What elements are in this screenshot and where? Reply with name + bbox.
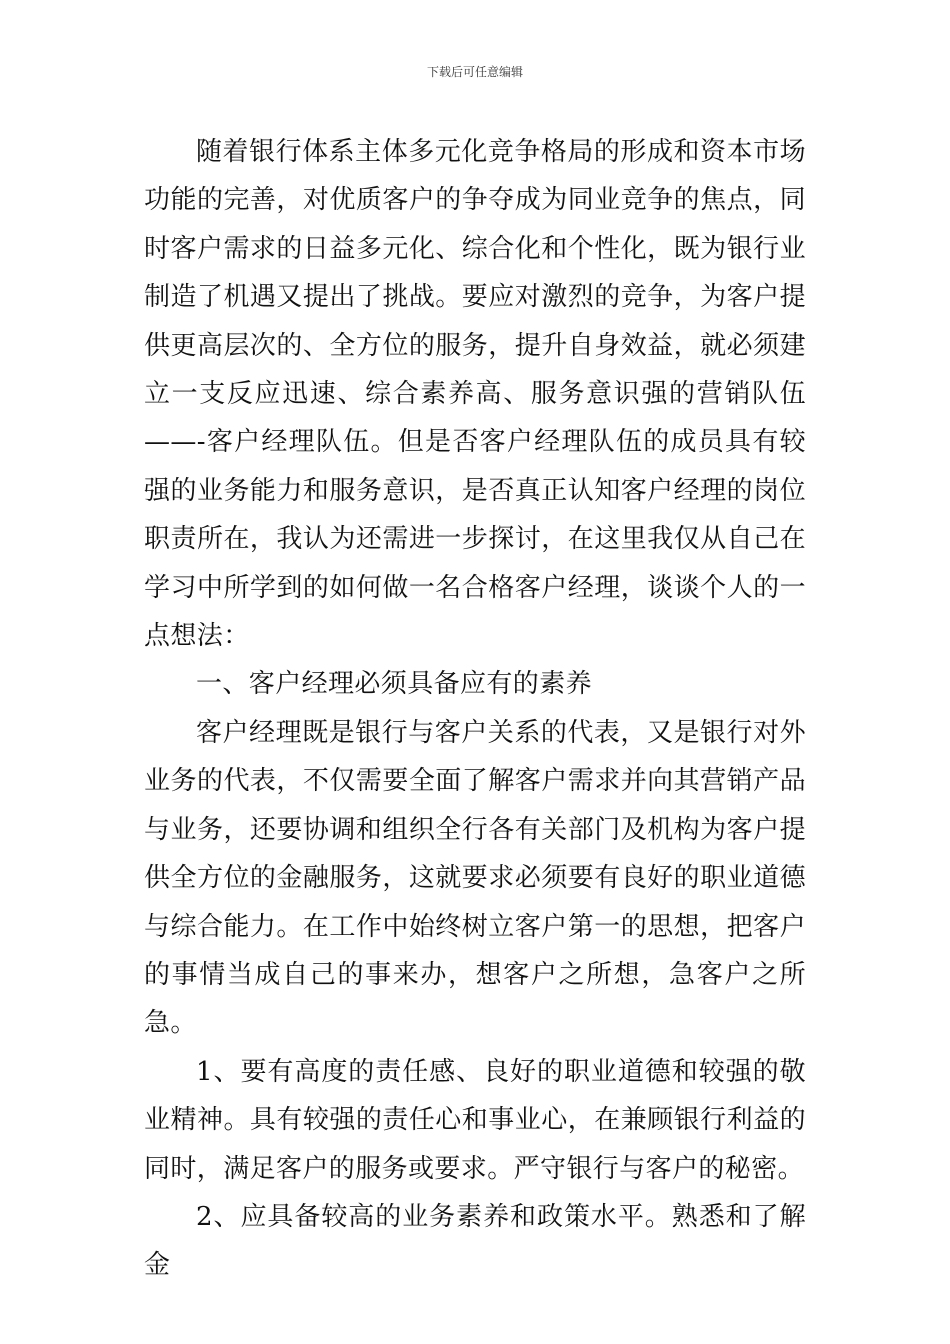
- page-header: 下载后可任意编辑: [426, 65, 523, 79]
- list-item-1: 1、要有高度的责任感、良好的职业道德和较强的敬业精神。具有较强的责任心和事业心，在兼顾银行利益的同时，满足客户的服务或要求。严守银行与客户的秘密。: [144, 1056, 806, 1184]
- document-body: [144, 128, 806, 1290]
- paragraph-intro: 随着银行体系主体多元化竞争格局的形成和资本市场功能的完善，对优质客户的争夺成为同业竞争的焦点，同时客户需求的日益多元化、综合化和个性化，既为银行业制造了机遇又提出了挑战。要应对激烈的竞争，为客户提供更高层次的、全方位的服务，提升自身效益，就必须建立一支反应迅速、综合素养高、服务意识强的营销队伍——-客户经理队伍。但是否客户经理队伍的成员具有较强的业务能力和服务意识，是否真正认知客户经理的岗位职责所在，我认为还需进一步探讨，在这里我仅从自己在学习中所学到的如何做一名合格客户经理，谈谈个人的一点想法：: [144, 137, 806, 652]
- paragraph-section-1: 客户经理既是银行与客户关系的代表，又是银行对外业务的代表，不仅需要全面了解客户需求并向其营销产品与业务，还要协调和组织全行各有关部门及机构为客户提供全方位的金融服务，这就要求必须要有良好的职业道德与综合能力。在工作中始终树立客户第一的思想，把客户的事情当成自己的事来办，想客户之所想，急客户之所急。: [144, 717, 806, 1039]
- section-heading: 一、客户经理必须具备应有的素养: [196, 669, 593, 700]
- list-item-2: 2、应具备较高的业务素养和政策水平。熟悉和了解金: [144, 1201, 806, 1281]
